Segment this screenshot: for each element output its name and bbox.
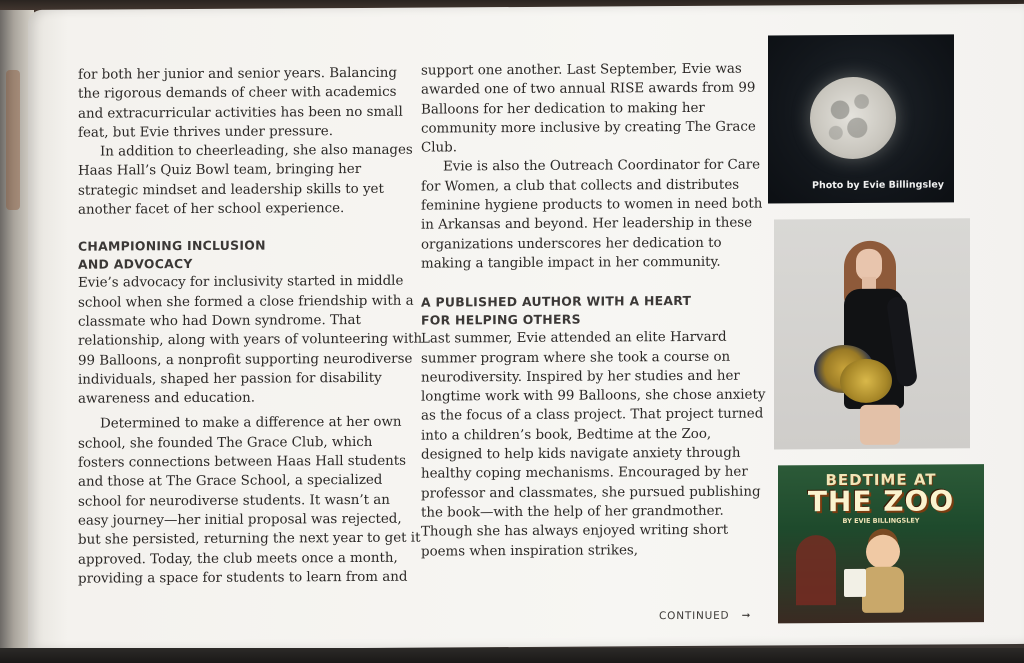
paragraph: In addition to cheerleading, she also manages Haas Hall’s Quiz Bowl team, bringing her strategic mindset and leadership skills to yet another facet of her school experience.	[78, 142, 413, 218]
article-column-right	[421, 59, 766, 561]
moon-photo	[768, 34, 954, 203]
photo-credit: Photo by Evie Billingsley	[812, 179, 944, 192]
section-heading-line: CHAMPIONING INCLUSION	[78, 237, 266, 255]
paragraph: Evie’s advocacy for inclusivity started in middle school when she formed a close friendship with a classmate who had Down syndrome. That relationship, along with years of volunteering with 99 Balloons, a nonprofit supporting neurodiverse individuals, shaped her passion for disability awareness and education.	[78, 274, 423, 407]
paragraph: for both her junior and senior years. Balancing the rigorous demands of cheer with academics and extracurricular activities has been no small feat, but Evie thrives under pressure.	[78, 65, 403, 141]
book-author: BY EVIE BILLINGSLEY	[842, 516, 920, 526]
book-cover-image	[778, 464, 984, 623]
pom-pom	[840, 359, 892, 403]
continued-label: CONTINUED	[659, 609, 730, 623]
arrow-right-icon: ➞	[741, 609, 752, 622]
paragraph: Evie is also the Outreach Coordinator for Care for Women, a club that collects and distributes feminine hygiene products to women in need both in Arkansas and beyond. Her leadership in these organizations underscores her dedication to making a tangible impact in her community.	[421, 158, 763, 272]
book-title-main: THE ZOO	[807, 484, 955, 519]
paragraph: Last summer, Evie attended an elite Harvard summer program where she took a course on neurodiversity. Inspired by her studies and her longtime work with 99 Balloons, she chose anxiety as the focus of a class project. That project turned into a children’s book, Bedtime at the Zoo, designed to help kids navigate anxiety through healthy coping mechanisms. Encouraged by her professor and classmates, she pursued publishing the book—with the help of her grandmother. Though she has always enjoyed writing short poems when inspiration strikes,	[421, 329, 766, 560]
paragraph: Determined to make a difference at her own school, she founded The Grace Club, which fosters connections between Haas Hall students and those at The Grace School, a specialized school for neurodiverse students. It wasn’t an easy journey—her initial proposal was rejected, but she persisted, returning the next year to get it approved. Today, the club meets once a month, providing a space for students to learn from and	[78, 415, 421, 587]
section-heading-line: FOR HELPING OTHERS	[421, 311, 581, 328]
section-heading-line: AND ADVOCACY	[78, 256, 193, 273]
section-heading-line: A PUBLISHED AUTHOR WITH A HEART	[421, 293, 692, 310]
desk-background	[0, 648, 1024, 663]
paragraph: support one another. Last September, Evie was awarded one of two annual RISE awards from 99 Balloons for her dedication to making her community more inclusive by creating The Grace Club.	[421, 61, 756, 156]
article-column-left	[78, 64, 423, 589]
book-title-top: BEDTIME AT	[825, 470, 937, 490]
cheerleader-photo	[774, 218, 970, 449]
section-heading	[421, 292, 766, 330]
magazine-page	[28, 4, 1024, 650]
moon-image	[810, 77, 896, 160]
continued-indicator	[659, 610, 751, 623]
section-heading	[78, 236, 423, 274]
